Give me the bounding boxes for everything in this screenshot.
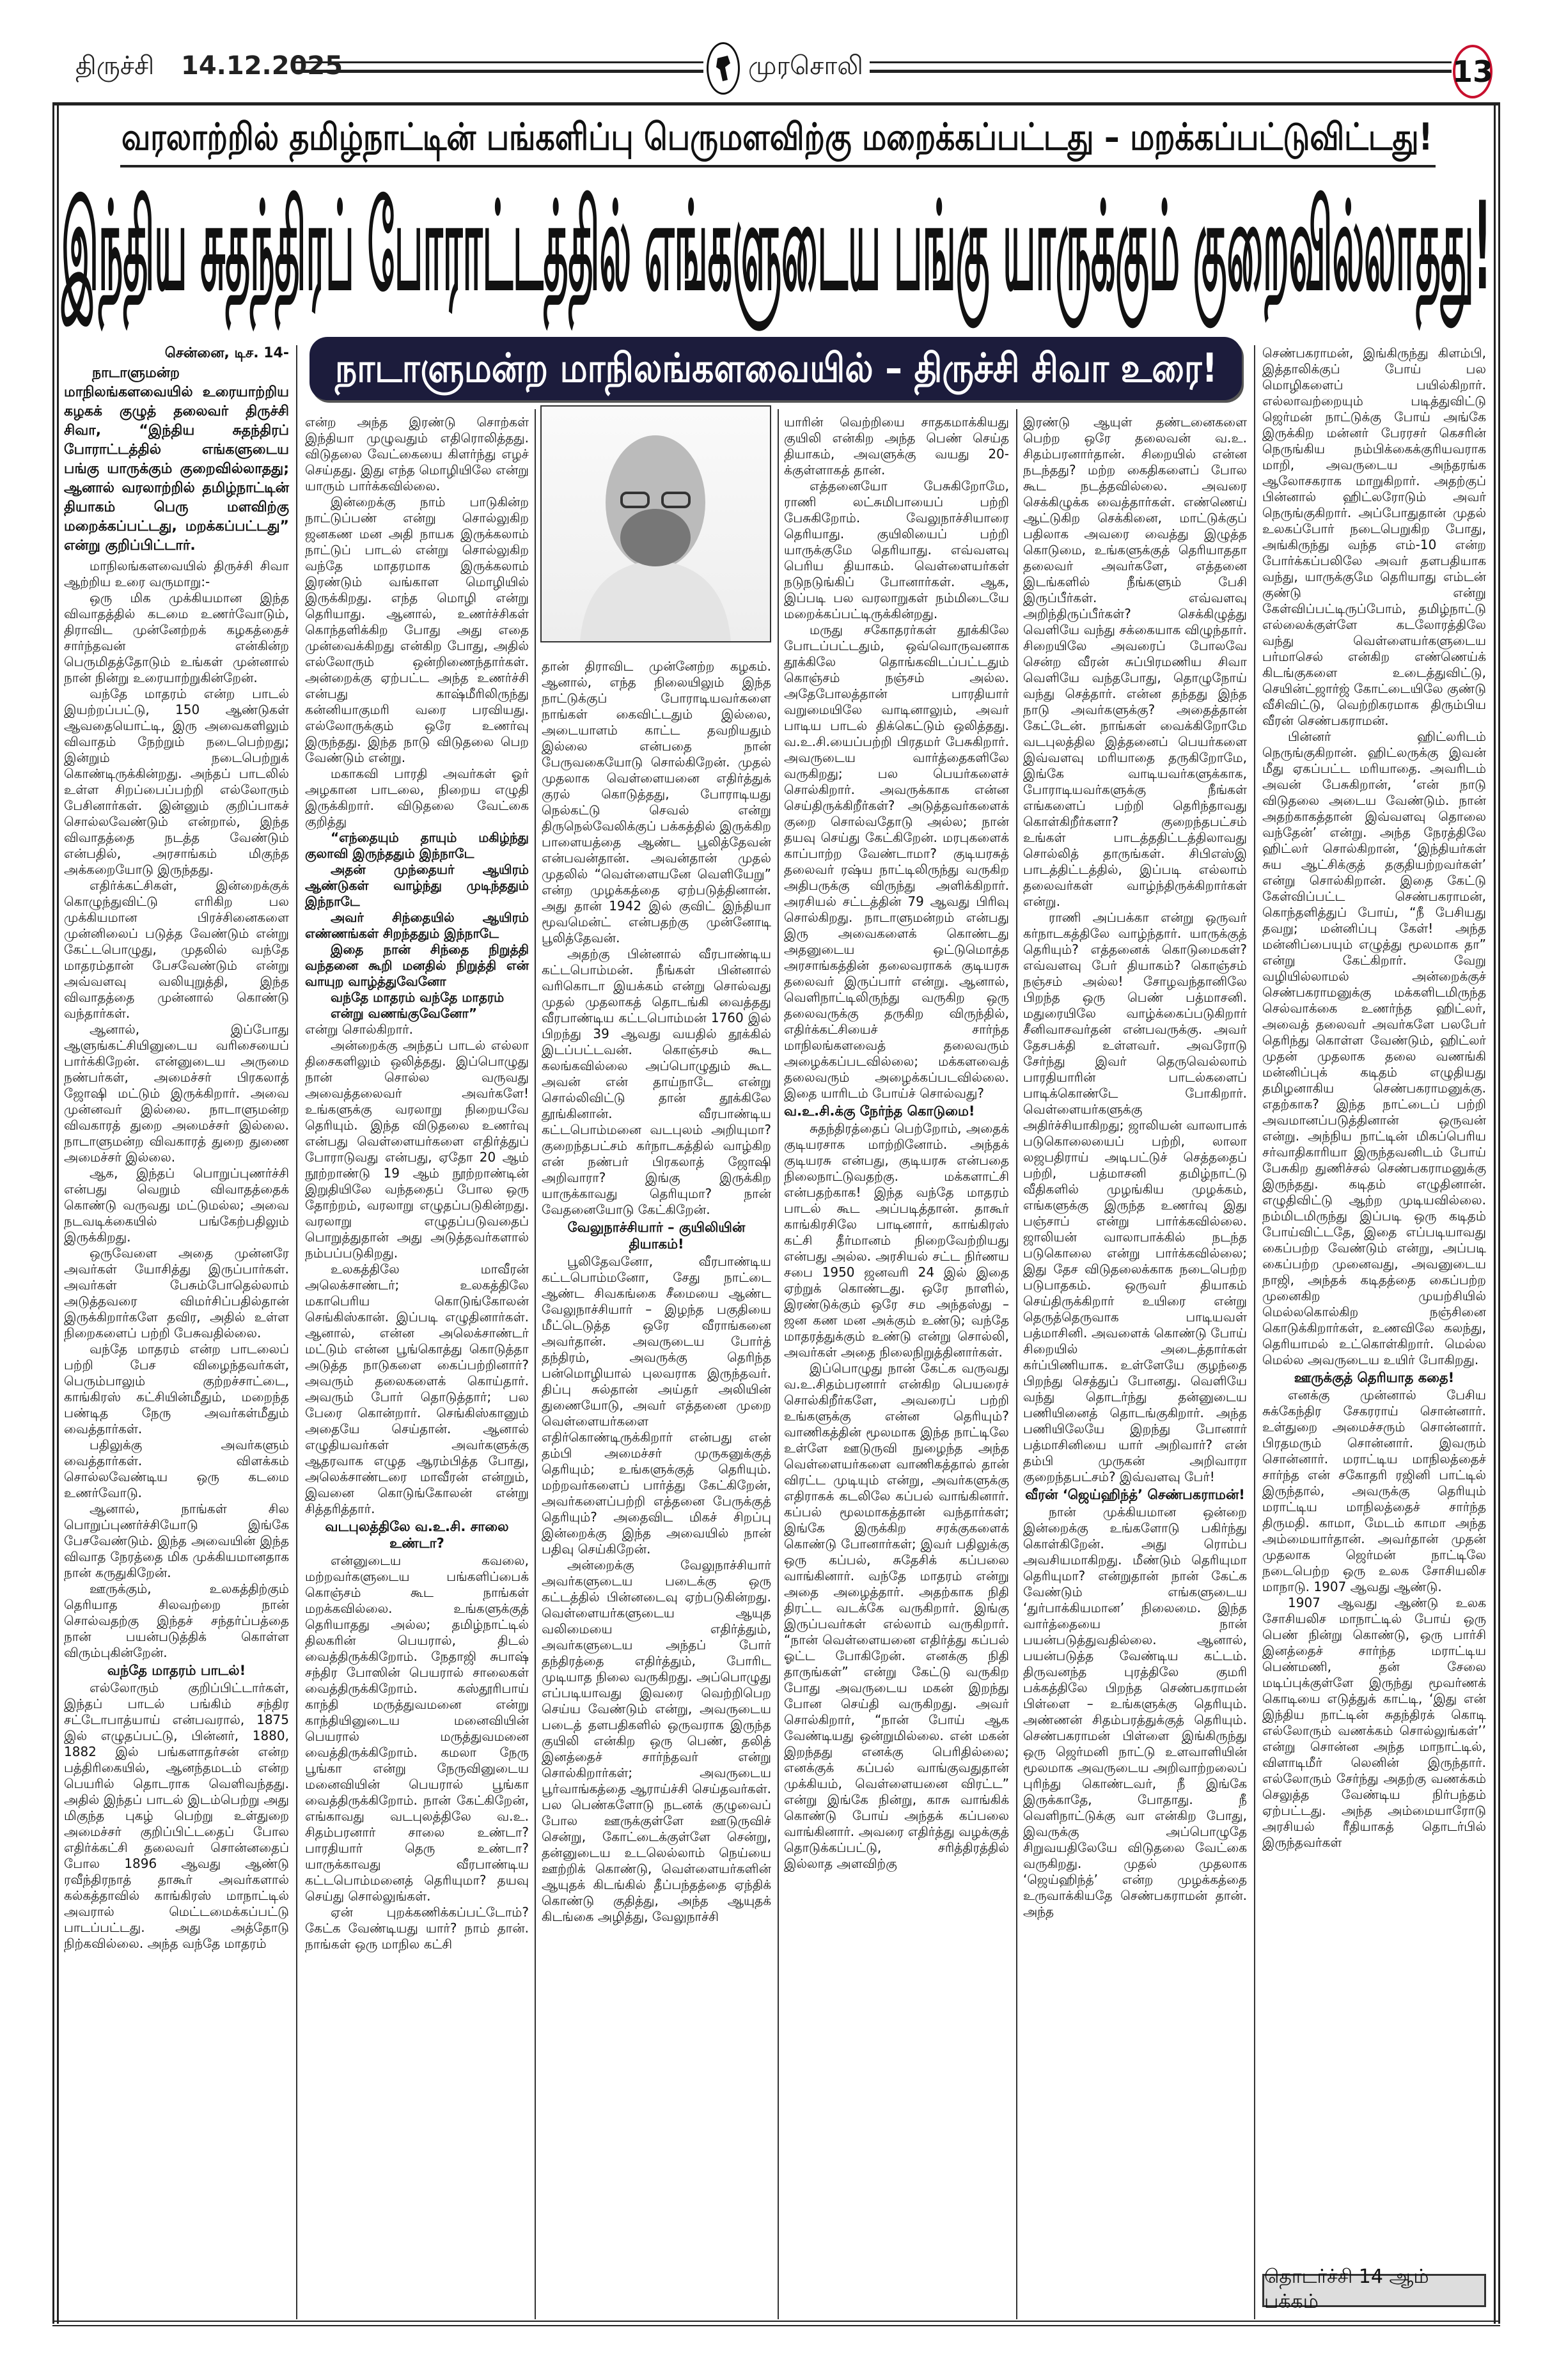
edition-date: 14.12.2025 [181, 51, 343, 81]
paragraph: வந்தே மாதரம் என்ற பாடலைப் பற்றி பேச விழைந்தவர்கள், பெரும்பாலும் குற்றச்சாட்டை, காங்கிரஸ் கட்சியின்மீதும், மறைந்த பண்டித நேரு அவர்கள்மீதும் வைத்தார்கள். [64, 1341, 289, 1436]
poem-quote [305, 830, 529, 1022]
paragraph: செண்பகராமன், இங்கிருந்து கிளம்பி, இத்தாலிக்குப் போய் பல மொழிகளைப் பயில்கிறார். எல்லாவற்றையும் படித்துவிட்டு ஜெர்மன் நாட்டுக்கு போய் அங்கே இருக்கிற மன்னர் பேரரசர் கெசரின் நெருங்கிய நம்பிக்கைக்குரியவராக மாறி, அவருடைய அந்தரங்க ஆலோசகராக மாறுகிறார். அதற்குப் பின்னால் ஹிட்லரோடும் அவர் நெருங்குகிறார். அப்போதுதான் முதல் உலகப்போர் நடைபெறுகிற போது, அங்கிருந்து வந்த எம்-10 என்ற போர்க்கப்பலிலே அவர் தளபதியாக வந்து, யாருக்குமே தெரியாது எம்டன் குண்டு என்று கேள்விப்பட்டிருப்போம், தமிழ்நாட்டு எல்லைக்குள்ளே கடலோரத்திலே வந்து வெள்ளையர்களுடைய பர்மாசெல் என்கிற எண்ணெய்க் கிடங்குகளை உடைத்துவிட்டு, செயின்ட்ஜார்ஜ் கோட்டையிலே குண்டு வீசிவிட்டு, வெற்றிகரமாக திரும்பிய வீரன் செண்பகராமன். [1262, 345, 1486, 728]
column-divider [1254, 345, 1255, 2319]
poem-line: “எந்தையும் தாயும் மகிழ்ந்து குலாவி இருந்ததும் இந்நாடே [305, 830, 529, 861]
paragraph: எதிர்க்கட்சிகள், இன்றைக்குக் கொழுந்துவிட்டு எரிகிற பல முக்கியமான பிரச்சினைகளை முன்னிலைப் படுத்த வேண்டும் என்று கேட்டபொழுது, முதலில் வந்தே மாதரம்தான் பேசவேண்டும் என்று அவ்வளவு வலியுறுத்தி, இந்த விவாதத்தை முன்னால் கொண்டு வந்தார்கள். [64, 878, 289, 1021]
column-divider [535, 409, 536, 2319]
paragraph: என்ற அந்த இரண்டு சொற்கள் இந்தியா முழுவதும் எதிரொலித்தது. விடுதலை வேட்கையை கிளர்ந்து எழச் செய்தது. இது எந்த மொழியிலே என்று யாரும் பார்க்கவில்லை. [305, 414, 529, 494]
paragraph: பதிலுக்கு அவர்களும் வைத்தார்கள். விளக்கம் சொல்லவேண்டிய ஒரு கடமை உணர்வோடு. [64, 1437, 289, 1500]
subheading: வ.உ.சி.க்கு நேர்ந்த கொடுமை! [784, 1103, 975, 1119]
section-heading: நாடாளுமன்ற மாநிலங்களவையில் – திருச்சி சிவா உரை! [335, 345, 1218, 391]
paragraph: எல்லோரும் குறிப்பிட்டார்கள், இந்தப் பாடல் பங்கிம் சந்திர சட்டோபாத்யாய் என்பவரால், 1875 இல் எழுதப்பட்டு, பின்னர், 1880, 1882 இல் பங்களாதர்சன் என்ற பத்திரிகையில், ஆனந்தமடம் என்ற பெயரில் தொடராக வெளிவந்தது. அதில் இந்தப் பாடல் இடம்பெற்று அது மிகுந்த புகழ் பெற்று உள்துறை அமைச்சர் குறிப்பிட்டதைப் போல எதிர்க்கட்சி தலைவர் சொன்னதைப் போல 1896 ஆவது ஆண்டு ரவீந்திரநாத் தாகூர் அவர்களால் கல்கத்தாவில் காங்கிரஸ் மாநாட்டில் அவரால் மெட்டமைக்கப்பட்டு பாடப்பட்டது. அது அத்தோடு நிற்கவில்லை. அந்த வந்தே மாதரம் [64, 1680, 289, 1951]
paragraph: அன்றைக்கு வேலுநாச்சியார் அவர்களுடைய படைக்கு ஒரு கட்டத்தில் பின்னடைவு ஏற்படுகின்றது. வெள்ளையர்களுடைய ஆயுத வலிமையை எதிர்த்தும், அவர்களுடைய அந்தப் போர் தந்திரத்தை எதிர்த்தும், போரிட முடியாத நிலை வருகிறது. அப்பொழுது எப்படியாவது இவரை வெற்றிபெற செய்ய வேண்டும் என்று, அவருடைய படைத் தளபதிகளில் ஒருவராக இருந்த குயிலி என்கிற ஒரு பெண், தலித் இனத்தைச் சார்ந்தவர் என்று சொல்கிறார்கள்; அவருடைய பூர்வாங்கத்தை ஆராய்ச்சி செய்தவர்கள். பல பெண்களோடு நடனக் குழுவைப் போல ஊருக்குள்ளே ஊடுருவிச் சென்று, கோட்டைக்குள்ளே சென்று, தன்னுடைய உடலெல்லாம் நெய்யை ஊற்றிக் கொண்டு, வெள்ளையர்களின் ஆயுதக் கிடங்கில் தீப்பந்தத்தை ஏந்திக் கொண்டு குதித்து, அந்த ஆயுதக் கிடங்கை அழித்து, வேலுநாச்சி [542, 1557, 771, 1924]
poem-line: வந்தே மாதரம் வந்தே மாதரம் [331, 990, 505, 1005]
paragraph: யாரின் வெற்றியை சாதகமாக்கியது குயிலி என்கிற அந்த பெண் செய்த தியாகம், அவளுக்கு வயது 20-க்குள்ளாகத் தான். [784, 414, 1009, 478]
paragraph: சுதந்திரத்தைப் பெற்றோம், அதைக் குடியரசாக மாற்றினோம். அந்தக் குடியரசு என்பது, குடியரசு என்பதை நிலைநாட்டுவதற்கு. மக்களாட்சி என்பதற்காக! இந்த வந்தே மாதரம் பாடல் கூட அப்படித்தான். தாகூர் காங்கிரசிலே பாடினார், காங்கிரஸ் கட்சி தீர்மானம் நிறைவேற்றியது என்பது அல்ல. அரசியல் சட்ட நிர்ணய சபை 1950 ஜனவரி 24 இல் இதை ஏற்றுக் கொண்டது. ஒரே நாளில், இரண்டுக்கும் ஒரே சம அந்தஸ்து – ஜன கண மன அக்கும் உண்டு; வந்தே மாதரத்துக்கும் உண்டு என்று சொல்லி, அவர்கள் அதை நிலைநிறுத்தினார்கள். [784, 1121, 1009, 1360]
paragraph: மருது சகோதரர்கள் தூக்கிலே போடப்பட்டதும், ஒவ்வொருவனாக தூக்கிலே தொங்கவிடப்பட்டதும் கொஞ்சம் நஞ்சம் அல்ல. அதேபோலத்தான் பாரதியார் வறுமையிலே வாடினாலும், அவர் பாடிய பாடல் திக்கெட்டும் ஒலித்தது. வ.உ.சி.யைப்பற்றி பிரதமர் பேசுகிறார். அவருடைய வார்த்தைகளிலே வருகிறது; பல பெயர்களைச் சொல்கிறார். அவருக்காக என்ன செய்திருக்கிறீர்கள்? அடுத்தவர்களைக் குறை சொல்வதோடு அல்ல; நான் தயவு செய்து கேட்கிறேன். மரபுகளைக் காப்பாற்ற வேண்டாமா? குடியரசுத் தலைவர் ரஷ்ய நாட்டிலிருந்து வருகிற அதிபருக்கு விருந்து அளிக்கிறார். அரசியல் சட்டத்தின் 79 ஆவது பிரிவு சொல்கிறது. நாடாளுமன்றம் என்பது இரு அவைகளைக் கொண்டது அதனுடைய ஒட்டுமொத்த அரசாங்கத்தின் தலைவராகக் குடியரசு தலைவர் இருப்பார் என்று. ஆனால், வெளிநாட்டிலிருந்து வருகிற ஒரு தலைவருக்கு தருகிற விருந்தில், எதிர்க்கட்சியைச் சார்ந்த மாநிலங்களவைத் தலைவரும் அழைக்கப்படவில்லை; மக்களவைத் தலைவரும் அழைக்கப்படவில்லை. இதை யாரிடம் போய்ச் சொல்வது? [784, 622, 1009, 1101]
section-heading-box [309, 337, 1242, 400]
paragraph: ராணி அப்பக்கா என்று ஒருவர் கர்நாடகத்திலே வாழ்ந்தார். யாருக்குத் தெரியும்? எத்தனைக் கொடுமைகள்? எவ்வளவு பேர் தியாகம்? கொஞ்சம் நஞ்சம் அல்ல! சோழவந்தானிலே பிறந்த ஒரு பெண் பத்மாசனி. மதுரையிலே வாழ்க்கைப்படுகிறார் சீனிவாசவர்தன் என்பவருக்கு. அவர் தேசபக்தி உள்ளவர். அவரோடு சேர்ந்து இவர் தெருவெல்லாம் பாரதியாரின் பாடல்களைப் பாடிக்கொண்டே போகிறார். வெள்ளையர்களுக்கு அதிர்ச்சியாகிறது; ஜாலியன் வாலாபாக் படுகொலையைப் பற்றி, லாலா லஜபதிராய் அடிபட்டுச் செத்ததைப் பற்றி, பத்மாசனி தமிழ்நாட்டு வீதிகளில் முழங்கிய முழக்கம், எங்களுக்கு இருந்த உணர்வு இது பஞ்சாப் என்று பார்க்கவில்லை. ஜாலியன் வாலாபாக்கில் நடந்த படுகொலை என்று பார்க்கவில்லை; இது தேச விடுதலைக்காக நடைபெற்ற படுபாதகம். ஒருவர் தியாகம் செய்திருக்கிறார் உயிரை என்று தெருத்தெருவாக பாடியவள் பத்மாசினி. அவளைக் கொண்டு போய் சிறையில் அடைத்தார்கள் கர்ப்பிணியாக. உள்ளேயே குழந்தை பிறந்து செத்துப் போனது. வெளியே வந்து தொடர்ந்து தன்னுடைய பணியினைத் தொடங்குகிறார். அந்த பணியிலேயே இறந்து போனார் பத்மாசினியை யார் அறிவார்? என் தம்பி முருகன் அறிவாரா குறைந்தபட்சம்? இவ்வளவு பேர்! [1023, 910, 1247, 1484]
subtitle: வரலாற்றில் தமிழ்நாட்டின் பங்களிப்பு பெருமளவிற்கு மறைக்கப்பட்டது – மறக்கப்பட்டுவிட்டது! [121, 115, 1433, 159]
paragraph: ஆனால், நாங்கள் சில பொறுப்புணர்ச்சியோடு இங்கே பேசவேண்டும். இந்த அவையின் இந்த விவாத நேரத்தை மிக முக்கியமானதாக நான் கருதுகிறேன். [64, 1501, 289, 1580]
continued-on-page-link[interactable]: தொடர்ச்சி 14 ஆம் பக்கம் [1262, 2274, 1486, 2307]
subtitle-underline [120, 165, 1436, 167]
dateline: சென்னை, டிச. 14- [164, 345, 289, 361]
poem-line: அவர் சிந்தையில் ஆயிரம் எண்ணங்கள் சிறந்ததும் இந்நாடே [305, 910, 529, 941]
paragraph: ஆக, இந்தப் பொறுப்புணர்ச்சி என்பது வெறும் விவாதத்தைக் கொண்டு வருவது மட்டுமல்ல; அவை நடவடிக்கையில் பங்கேற்பதிலும் இருக்கிறது. [64, 1165, 289, 1245]
frame-bottom [52, 2321, 1500, 2326]
article-column-1 [64, 345, 289, 1952]
paragraph: அன்றைக்கு அந்தப் பாடல் எல்லா திசைகளிலும் ஒலித்தது. இப்பொழுது நான் சொல்ல வருவது அவைத்தலைவர் அவர்களே! உங்களுக்கு வரலாறு நிறையவே தெரியும். இந்த விடுதலை உணர்வு என்பது வெள்ளையர்களை எதிர்த்துப் போராடுவது என்பது, ஏதோ 20 ஆம் நூற்றாண்டு 19 ஆம் நூற்றாண்டின் இறுதியிலே வந்ததைப் போல ஒரு தோற்றம், வரலாறு எழுதப்படுகின்றது. வரலாறு எழுதப்படுவதைப் பொறுத்துதான் அது அடுத்தவர்களால் நம்பப்படுகிறது. [305, 1038, 529, 1261]
header-rule-left [294, 61, 703, 73]
subheading: வந்தே மாதரம் பாடல்! [107, 1663, 246, 1678]
article-column-6 [1262, 345, 1486, 1851]
paragraph: எனக்கு முன்னால் பேசிய சுக்கேந்திர சேகரராய் சொன்னார். உள்துறை அமைச்சரும் சொன்னார். பிரதமரும் சொன்னார். இவரும் சொன்னார். மராட்டிய மாநிலத்தைச் சார்ந்த என் சகோதரி ரஜினி பாட்டில் இருந்தால், அவருக்கு தெரியும் மராட்டிய மாநிலத்தைச் சார்ந்த திருமதி. காமா, மேடம் காமா அந்த அம்மையார்தான். அவர்தான் முதன் முதலாக ஜெர்மன் நாட்டிலே நடைபெற்ற ஒரு உலக சோசியலிச மாநாடு. 1907 ஆவது ஆண்டு. [1262, 1387, 1486, 1594]
speaker-photo [540, 405, 771, 642]
subheading: வீரன் ‘ஜெய்ஹிந்த்’ செண்பகராமன்! [1025, 1487, 1245, 1502]
paragraph: ஆனால், இப்போது ஆளுங்கட்சியினுடைய வரிசையைப் பார்க்கிறேன். என்னுடைய அருமை நண்பர்கள், அமைச்சர் பிரகலாத் ஜோஷி மட்டும் இருக்கிறார். அவை முன்னவர் இல்லை. நாடாளுமன்ற விவகாரத் துறை அமைச்சர் இல்லை. நாடாளுமன்ற விவகாரத் துறை துணை அமைச்சர் இல்லை. [64, 1022, 289, 1165]
paper-logo-icon [707, 42, 740, 95]
paragraph: பூலிதேவனோ, வீரபாண்டிய கட்டபொம்மனோ, சேது நாட்டை ஆண்ட சிவகங்கை சீமையை ஆண்ட வேலுநாச்சியார் – இழந்த பகுதியை மீட்டெடுத்த ஒரே வீராங்கனை அவர்தான். அவருடைய போர்த் தந்திரம், அவருக்கு தெரிந்த பன்மொழியால் புலவராக இருந்தவர். திப்பு சுல்தான் அய்தர் அலியின் துணையோடு, அவர் எத்தனை முறை வெள்ளையர்களை எதிர்கொண்டிருக்கிறார் என்பது என் தம்பி அமைச்சர் முருகனுக்குத் தெரியும்; உங்களுக்குத் தெரியும். மற்றவர்களைப் பார்த்து கேட்கிறேன், அவர்களைப்பற்றி எத்தனை பேருக்குத் தெரியும்? அதைவிட மிகச் சிறப்பு இன்றைக்கு இந்த அவையில் நான் பதிவு செய்கிறேன். [542, 1254, 771, 1557]
paragraph: இன்றைக்கு நாம் பாடுகின்ற நாட்டுப்பண் என்று சொல்லுகிற ஜனகண மன அதி நாயக இருக்கலாம் நாட்டுப் பாடல் என்று சொல்லுகிற வந்தே மாதரமாக இருக்கலாம் இரண்டும் வங்காள மொழியில் இருக்கிறது. எந்த மொழி என்று தெரியாது. ஆனால், உணர்ச்சிகள் கொந்தளிக்கிற போது அது எதை முன்வைக்கிறது என்கிற போது, அதில் எல்லோரும் ஒன்றிணைந்தார்கள். அன்றைக்கு ஏற்பட்ட அந்த உணர்ச்சி என்பது காஷ்மீரிலிருந்து கன்னியாகுமரி வரை பரவியது. எல்லோருக்கும் ஒரே உணர்வு இருந்தது. இந்த நாடு விடுதலை பெற வேண்டும் என்று. [305, 494, 529, 765]
paragraph: இப்பொழுது நான் கேட்க வருவது வ.உ.சிதம்பரனார் என்கிற பெயரைச் சொல்கிறீர்களே, அவரைப் பற்றி உங்களுக்கு என்ன தெரியும்? வாணிகத்தின் மூலமாக இந்த நாட்டிலே உள்ளே ஊடுருவி நுழைந்த அந்த வெள்ளையர்களை வாணிகத்தால் தான் விரட்ட முடியும் என்று, அவர்களுக்கு எதிராகக் கடலிலே கப்பல் வாங்கினார். கப்பல் மூலமாகத்தான் வந்தார்கள்; இங்கே இருக்கிற சரக்குகளைக் கொண்டு போனார்கள்; இவர் பதிலுக்கு ஒரு கப்பல், சுதேசிக் கப்பலை வாங்கினார். வந்தே மாதரம் என்று அதை அழைத்தார். அதற்காக நிதி திரட்ட வடக்கே வருகிறார். இங்கு இருப்பவர்கள் எல்லாம் வருகிறார். “நான் வெள்ளையனை எதிர்த்து கப்பல் ஓட்ட போகிறேன். எனக்கு நிதி தாருங்கள்” என்று கேட்டு வருகிற போது அவருடைய மகன் இறந்து போன செய்தி வருகிறது. அவர் சொல்கிறார், “நான் போய் ஆக வேண்டியது ஒன்றுமில்லை. என் மகன் இறந்தது எனக்கு பெரிதில்லை; எனக்குக் கப்பல் வாங்குவதுதான் முக்கியம், வெள்ளையனை விரட்ட” என்று இங்கே நின்று, காசு வாங்கிக் கொண்டு போய் அந்தக் கப்பலை வாங்கினார். அவரை எதிர்த்து வழக்குத் தொடுக்கப்பட்டு, சரித்திரத்தில் இல்லாத அளவிற்கு [784, 1360, 1009, 1871]
paragraph: ஏன் புறக்கணிக்கப்பட்டோம்? கேட்க வேண்டியது யார்? நாம் தான். நாங்கள் ஒரு மாநில கட்சி [305, 1904, 529, 1952]
column-divider [1016, 409, 1017, 2319]
paragraph: மகாகவி பாரதி அவர்கள் ஓர் அழகான பாடலை, நிறைய எழுதி இருக்கிறார். விடுதலை வேட்கை குறித்து [305, 766, 529, 829]
main-title: இந்திய சுதந்திரப் போராட்டத்தில் எங்களுடைய பங்கு யாருக்கும் குறைவில்லாதது! [61, 176, 1491, 317]
poem-line: இதை நான் சிந்தை நிறுத்தி வந்தனை கூறி மனதில் நிறுத்தி என் வாயுற வாழ்த்துவேனோ [305, 942, 529, 989]
poem-line: என்று வணங்குவேனோ” [331, 1006, 477, 1021]
paragraph: பின்னர் ஹிட்லரிடம் நெருங்குகிறான். ஹிட்லருக்கு இவன் மீது ஏகப்பட்ட மரியாதை. அவரிடம் அவன் பேசுகிறான், ‘என் நாடு விடுதலை அடைய வேண்டும். நான் அதற்காகத்தான் இவ்வளவு தொலை வந்தேன்’ என்று. அந்த நேரத்திலே ஹிட்லர் சொல்கிறான், ‘இந்தியர்கள் சுய ஆட்சிக்குத் தகுதியற்றவர்கள்’ என்று சொல்கிறான். இதை கேட்டு கேள்விப்பட்ட செண்பகராமன், கொந்தளித்துப் போய், “நீ பேசியது தவறு; மன்னிப்பு கேள்! அந்த மன்னிப்பையும் எழுத்து மூலமாக தா” என்று கேட்கிறார். வேறு வழியில்லாமல் அன்றைக்குச் செண்பகராமனுக்கு மக்களிடமிருந்த செல்வாக்கை உணர்ந்த ஹிட்லர், அவைத் தலைவர் அவர்களே பலபேர் தெரிந்து கொள்ள வேண்டும், ஹிட்லர் முதன் முதலாக தலை வணங்கி மன்னிப்புக் கடிதம் எழுதியது தமிழனாகிய செண்பகராமனுக்கு. எதற்காக? இந்த நாட்டைப் பற்றி அவமானப்படுத்தினான் ஒருவன் என்று. அந்நிய நாட்டின் மிகப்பெரிய சர்வாதிகாரியா இருந்தவனிடம் போய் பேசுகிற துணிச்சல் செண்பகராமனுக்கு இருந்தது. கடிதம் எழுதினான். எழுதிவிட்டு ஆற்ற முடியவில்லை. நம்மிடமிருந்து இப்படி ஒரு கடிதம் போய்விட்டதே, இதை எப்படியாவது கைப்பற்ற வேண்டும் என்று, அப்படி கைப்பற்ற முனைவது, அவனுடைய நாஜி, அந்தக் கடிதத்தை கைப்பற்ற முனைகிற முயற்சியில் மெல்லகொல்கிற நஞ்சினை கொடுக்கிறார்கள், உணவிலே கலந்து, தெரியாமல் உட்கொள்கிறார். மெல்ல மெல்ல அவருடைய உயிர் போகிறது. [1262, 729, 1486, 1367]
paragraph: என்று சொல்கிறார். [305, 1022, 414, 1037]
paragraph: 1907 ஆவது ஆண்டு உலக சோசியலிச மாநாட்டில் போய் ஒரு பெண் நின்று கொண்டு, ஒரு பார்சி இனத்தைச் சார்ந்த மராட்டிய பெண்மணி, தன் சேலை மடிப்புக்குள்ளே இருந்து மூவர்ணக் கொடியை எடுத்துக் காட்டி, ‘இது என் இந்திய நாட்டின் சுதந்திரக் கொடி எல்லோரும் வணக்கம் சொல்லுங்கள்’’ என்று சொன்ன அந்த மாநாட்டில், விளாடிமீர் லெனின் இருந்தார். எல்லோரும் சேர்ந்து அதற்கு வணக்கம் செலுத்த வேண்டிய நிர்பந்தம் ஏற்பட்டது. அந்த அம்மையாரோடு அரசியல் ரீதியாகத் தொடர்பில் இருந்தவர்கள் [1262, 1595, 1486, 1850]
paragraph: தான் திராவிட முன்னேற்ற கழகம். ஆனால், எந்த நிலையிலும் இந்த நாட்டுக்குப் போராடியவர்களை நாங்கள் கைவிட்டதும் இல்லை, அடையாளம் காட்ட தவறியதும் இல்லை என்பதை நான் பேருவகையோடு சொல்கிறேன். முதல் முதலாக வெள்ளையனை எதிர்த்துக் குரல் கொடுத்தது, போராடியது நெல்கட்டு செவல் என்று திருநெல்வேலிக்குப் பக்கத்தில் இருக்கிற பாளையத்தை ஆண்ட பூலித்தேவன் என்பவன்தான். அவன்தான் முதல் முதலில் “வெள்ளையனே வெளியேறு” என்ற முழக்கத்தை ஏற்படுத்தினான். அது தான் 1942 இல் குவிட் இந்தியா மூவமென்ட் என்பதற்கு முன்னோடி பூலித்தேவன். [542, 658, 771, 945]
article-column-5 [1023, 414, 1247, 1920]
page-number: 13 [1453, 45, 1492, 98]
column-divider [778, 409, 779, 2319]
edition-city: திருச்சி [75, 51, 155, 81]
paragraph: ஒரு மிக முக்கியமான இந்த விவாதத்தில் கடமை உணர்வோடும், திராவிட முன்னேற்றக் கழகத்தைச் சார்ந்தவன் என்கின்ற பெருமிதத்தோடும் உங்கள் முன்னால் நான் நின்று உரையாற்றுகின்றேன். [64, 590, 289, 685]
paragraph: அதற்கு பின்னால் வீரபாண்டிய கட்டபொம்மன். நீங்கள் பின்னால் வரிகொடா இயக்கம் என்று சொல்வது முதல் முதலாகத் தொடங்கி வைத்தது வீரபாண்டிய கட்டபொம்மன் 1760 இல் பிறந்து 39 ஆவது வயதில் தூக்கில் இடப்பட்டவன். கொஞ்சம் கூட கலங்கவில்லை அப்பொழுதும் கூட அவன் என் தாய்நாடே என்று சொல்லிவிட்டு தான் தூக்கிலே தூங்கினான். வீரபாண்டிய கட்டபொம்மனை வடபுலம் அறியுமா? குறைந்தபட்சம் கர்நாடகத்தில் வாழ்கிற என் நண்பர் பிரகலாத் ஜோஷி அறிவாரா? இங்கு இருக்கிற யாருக்காவது தெரியுமா? நான் வேதனையோடு கேட்கிறேன். [542, 946, 771, 1217]
paragraph: உலகத்திலே மாவீரன் அலெக்சாண்டர்; உலகத்திலே மகாபெரிய கொடுங்கோலன் செங்கிஸ்கான். இப்படி எழுதினார்கள். ஆனால், என்ன அலெக்சாண்டர் மட்டும் என்ன பூங்கொத்து கொடுத்தா அடுத்த நாடுகளை கைப்பற்றினார்? அவரும் தலைகளைக் கொய்தார். அவரும் போர் தொடுத்தார்; பல பேரை கொன்றார். செங்கிஸ்கானும் அதையே செய்தான். ஆனால் எழுதியவர்கள் அவர்களுக்கு ஆதரவாக எழுத ஆரம்பித்த போது, அலெக்சாண்டரை மாவீரன் என்றும், இவனை கொடுங்கோலன் என்று சித்தரித்தார். [305, 1261, 529, 1516]
title-wrap [61, 171, 1491, 322]
paragraph: எத்தனையோ பேசுகிறோமே, ராணி லட்சுமிபாயைப் பற்றி பேசுகிறோம். வேலுநாச்சியாரை தெரியாது. குயிலியைப் பற்றி யாருக்குமே தெரியாது. எவ்வளவு பெரிய தியாகம். வெள்ளையர்கள் நடுநடுங்கிப் போனார்கள். ஆக, இப்படி பல வரலாறுகள் நம்மிடையே மறைக்கப்பட்டிருக்கின்றது. [784, 478, 1009, 621]
lead-paragraph: நாடாளுமன்ற மாநிலங்களவையில் உரையாற்றிய கழகக் குழுத் தலைவர் திருச்சி சிவா, “இந்திய சுதந்திரப் போராட்டத்தில் எங்களுடைய பங்கு யாருக்கும் குறைவில்லாதது; ஆனால் வரலாற்றில் தமிழ்நாட்டின் தியாகம் பெரு மளவிற்கு மறைக்கப்பட்டது, மறக்கப்பட்டது” என்று குறிப்பிட்டார். [64, 365, 289, 554]
paragraph: இரண்டு ஆயுள் தண்டனைகளை பெற்ற ஒரே தலைவன் வ.உ. சிதம்பரனார்தான். சிறையில் என்ன நடந்தது? மற்ற கைதிகளைப் போல கூட நடத்தவில்லை. அவரை செக்கிழுக்க வைத்தார்கள். எண்ணெய் ஆட்டுகிற செக்கினை, மாட்டுக்குப் பதிலாக அவரை வைத்து இழுத்த கொடுமை, உங்களுக்குத் தெரியாததா தலைவர் அவர்களே, எத்தனை இடங்களில் நீங்களும் பேசி இருப்பீர்கள். எவ்வளவு அறிந்திருப்பீர்கள்? செக்கிழுத்து வெளியே வந்து சக்கையாக விழுந்தார். சிறையிலே அவரைப் போலவே சென்ற வீரன் சுப்பிரமணிய சிவா வெளியே வந்தபோது, தொழுநோய் வந்து செத்தார். என்ன தந்தது இந்த நாடு அவர்களுக்கு? அதைத்தான் கேட்டேன். நாங்கள் வைக்கிறோமே வடபுலத்தில இத்தனைப் பெயர்களை இவ்வளவு மரியாதை தருகிறோமே, இங்கே வாடியவர்களுக்காக, போராடியவர்களுக்கு நீங்கள் எங்களைப் பற்றி தெரிந்தாவது கொள்கிறீர்களா? குறைந்தபட்சம் உங்கள் பாடத்ததிட்டத்திலாவது சொல்லித் தாருங்கள். சிபிஎஸ்இ பாடத்திட்டத்தில், இப்படி எல்லாம் தலைவர்கள் வாழ்ந்திருக்கிறார்கள் என்று. [1023, 414, 1247, 909]
frame-left [52, 105, 59, 2324]
frame-right [1494, 105, 1500, 2324]
subheading: வடபுலத்திலே வ.உ.சி. சாலை உண்டா? [325, 1519, 509, 1551]
paragraph: ஒருவேளை அதை முன்னரே அவர்கள் யோசித்து இருப்பார்கள். அவர்கள் பேசும்போதெல்லாம் அடுத்தவரை விமர்சிப்பதில்தான் இருக்கிறார்களே தவிர, அதில் உள்ள நிறைகளைப் பற்றி பேசுவதில்லை. [64, 1245, 289, 1341]
article-column-4 [784, 414, 1009, 1872]
article-column-3 [542, 658, 771, 1925]
subtitle-wrap [121, 115, 1432, 161]
paragraph: என்னுடைய கவலை, மற்றவர்களுடைய பங்களிப்பைக் கொஞ்சம் கூட நாங்கள் மறக்கவில்லை. உங்களுக்குத் தெரியாதது அல்ல; தமிழ்நாட்டில் திலகரின் பெயரால், திடல் வைத்திருக்கிறோம். நேதாஜி சுபாஷ் சந்திர போஸின் பெயரால் சாலைகள் வைத்திருக்கிறோம். கஸ்தூரிபாய் காந்தி மருத்துவமனை என்று காந்தியினுடைய மனைவியின் பெயரால் மருத்துவமனை வைத்திருக்கிறோம். கமலா நேரு பூங்கா என்று நேருவினுடைய மனைவியின் பெயரால் பூங்கா வைத்திருக்கிறோம். நான் கேட்கிறேன், எங்காவது வடபுலத்திலே வ.உ. சிதம்பரனார் சாலை உண்டா? பாரதியார் தெரு உண்டா? யாருக்காவது வீரபாண்டிய கட்டபொம்மனைத் தெரியுமா? தயவு செய்து சொல்லுங்கள். [305, 1553, 529, 1904]
paper-name: முரசொலி [748, 51, 863, 81]
paragraph: நான் முக்கியமான ஒன்றை இன்றைக்கு உங்களோடு பகிர்ந்து கொள்கிறேன். அது ரொம்ப அவசியமாகிறது. மீண்டும் தெரியுமா தெரியுமா? என்றுதான் நான் கேட்க வேண்டும் எங்களுடைய ‘துர்பாக்கியமான’ நிலைமை. இந்த வார்த்தையை நான் பயன்படுத்துவதில்லை. ஆனால், பயன்படுத்த வேண்டிய கட்டம். திருவனந்த புரத்திலே குமரி பக்கத்திலே பிறந்த செண்பகராமன் பிள்ளை – உங்களுக்கு தெரியும். அண்ணன் சிதம்பரத்துக்குத் தெரியும். செண்பகராமன் பிள்ளை இங்கிருந்து ஒரு ஜெர்மனி நாட்டு உளவாளியின் மூலமாக அவருடைய அறிவாற்றலைப் புரிந்து கொண்டவர், நீ இங்கே இருக்காதே, போதாது. நீ வெளிநாட்டுக்கு வா என்கிற போது, இவருக்கு அப்பொழுதே சிறுவயதிலேயே விடுதலை வேட்கை வருகிறது. முதல் முதலாக ‘ஜெய்ஹிந்த்’ என்ற முழக்கத்தை உருவாக்கியதே செண்பகராமன் தான். அந்த [1023, 1504, 1247, 1919]
header-rule-right [870, 61, 1452, 73]
subheading: வேலுநாச்சியார் – குயிலியின் தியாகம்! [567, 1220, 746, 1252]
column-divider [296, 345, 297, 2319]
paragraph: மாநிலங்களவையில் திருச்சி சிவா ஆற்றிய உரை வருமாறு:- [64, 558, 289, 589]
frame-top [52, 102, 1500, 105]
article-column-2 [305, 414, 529, 1952]
subheading: ஊருக்குத் தெரியாத கதை! [1294, 1370, 1455, 1385]
poem-line: அதன் முந்தையர் ஆயிரம் ஆண்டுகள் வாழ்ந்து முடிந்ததும் இந்நாடே [305, 862, 529, 909]
paragraph: வந்தே மாதரம் என்ற பாடல் இயற்றப்பட்டு, 150 ஆண்டுகள் ஆவதையொட்டி, இரு அவைகளிலும் விவாதம் நேற்றும் நடைபெற்றது; இன்றும் நடைபெற்றுக் கொண்டிருக்கின்றது. அந்தப் பாடலில் உள்ள சிறப்பைப்பற்றி எல்லோரும் பேசினார்கள். இன்னும் குறிப்பாகச் சொல்லவேண்டும் என்றால், இந்த விவாதத்தை நடத்த வேண்டும் என்பதில், அரசாங்கம் மிகுந்த அக்கறையோடு இருந்தது. [64, 686, 289, 877]
paragraph: ஊருக்கும், உலகத்திற்கும் தெரியாத சிலவற்றை நான் சொல்வதற்கு இந்தச் சந்தர்ப்பத்தை நான் பயன்படுத்திக் கொள்ள விரும்புகின்றேன். [64, 1581, 289, 1660]
